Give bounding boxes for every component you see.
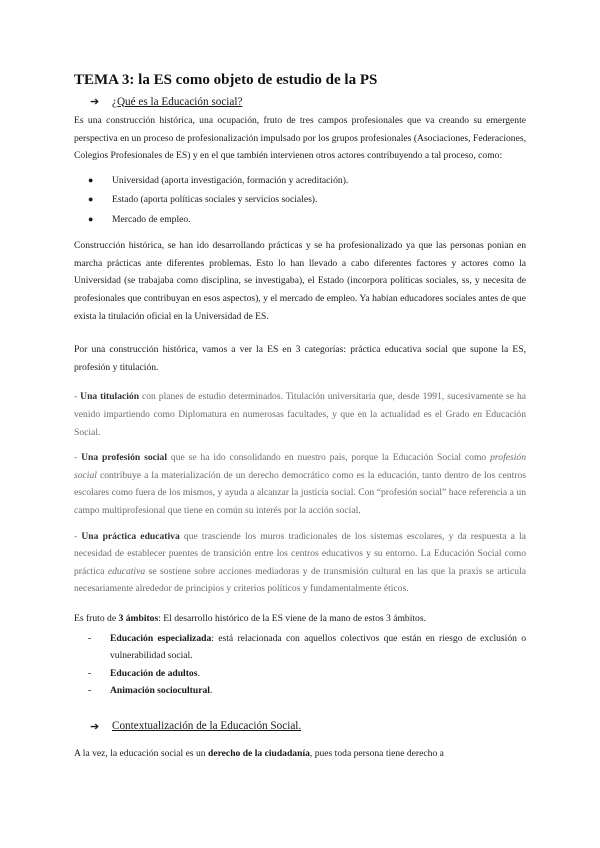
arrow-right-icon: ➔ bbox=[90, 720, 100, 733]
ambitos-intro: Es fruto de 3 ámbitos: El desarrollo histórico de la ES viene de la mano de estos 3 ámbitos. bbox=[74, 612, 426, 624]
document-page bbox=[74, 72, 526, 763]
dash-icon: - bbox=[88, 632, 92, 644]
category-profesion: - Una profesión social que se ha ido consolidando en nuestro país, porque la Educación Social como profesión social contribuye a la materialización de un derecho democrático como es la educación, tanto dentro de los centros escolares como fuera de los mismos, y ayuda a alcanzar la justicia social. Con “profesión social” hace referencia a un campo multiprofesional que tiene en común su interés por la acción social. bbox=[74, 452, 527, 516]
section-heading-label: Contextualización de la Educación Social. bbox=[112, 720, 302, 733]
list-item: - Educación especializada: está relacionada con aquellos colectivos que están en riesgo de exclusión o vulnerabilidad social. bbox=[88, 630, 526, 665]
categories-paragraph: Por una construcción histórica, vamos a ver la ES en 3 categorías: práctica educativa social que supone la ES, profesión y titulación. bbox=[74, 344, 526, 373]
bullet-icon: ● bbox=[88, 174, 94, 185]
ambitos-list bbox=[74, 630, 526, 700]
page-title: TEMA 3: la ES como objeto de estudio de la PS bbox=[74, 72, 378, 88]
list-item: ● Estado (aporta políticas sociales y servicios sociales). bbox=[88, 190, 526, 210]
bullet-icon: ● bbox=[88, 194, 94, 205]
category-titulacion: - Una titulación con planes de estudio determinados. Titulación universitaria que, desde 1991, sucesivamente se ha venido impartiendo como Diplomatura en numerosas facultades, y que en la actualidad es el Grado en Educación Social. bbox=[74, 391, 527, 438]
section-heading-contexto bbox=[90, 720, 526, 733]
section-heading-label: ¿Qué es la Educación social? bbox=[112, 95, 243, 108]
categories-block bbox=[74, 388, 526, 598]
context-paragraph: A la vez, la educación social es un derecho de la ciudadanía, pues toda persona tiene derecho a bbox=[74, 747, 444, 759]
arrow-right-icon: ➔ bbox=[90, 96, 100, 108]
actors-list bbox=[74, 171, 526, 230]
list-item: - Educación de adultos. bbox=[88, 665, 526, 683]
history-paragraph: Construcción histórica, se han ido desarrollando prácticas y se ha profesionalizado ya que las personas ponian en marcha prácticas ante diferentes problemas. Esto lo han llevado a cabo diferentes factores y actores como la Universidad (se trabajaba como disciplina, se investigaba), el Estado (incorpora políticas sociales, ss, y necesita de profesionales que contribuyan en esos aspectos), y el mercado de empleo. Ya habían educadores sociales antes de que exista la titulación oficial en la Universidad de ES. bbox=[74, 240, 526, 322]
dash-icon: - bbox=[88, 667, 92, 679]
category-practica: - Una práctica educativa que trasciende los muros tradicionales de los sistemas escolares, y da respuesta a la necesidad de establecer puentes de transición entre los centros educativos y su entorno. La Educación Social como práctica educativa se sostiene sobre acciones mediadoras y de transmisión cultural en las que la praxis se articula necesariamente alrededor de principios y criterios políticos y fundamentalmente éticos. bbox=[74, 530, 526, 595]
list-item: ● Universidad (aporta investigación, formación y acreditación). bbox=[88, 171, 526, 191]
section-heading-que-es bbox=[90, 95, 526, 108]
dash-icon: - bbox=[88, 685, 92, 697]
bullet-icon: ● bbox=[88, 213, 94, 224]
list-item: - Animación sociocultural. bbox=[88, 682, 526, 700]
intro-paragraph: Es una construcción histórica, una ocupación, fruto de tres campos profesionales que va creando su emergente perspectiva en un proceso de profesionalización impulsado por los grupos profesionales (Asociaciones, Federaciones, Colegios Profesionales de ES) y en el que también intervienen otros actores contribuyendo a tal proceso, como: bbox=[74, 115, 526, 162]
list-item: ● Mercado de empleo. bbox=[88, 210, 526, 230]
